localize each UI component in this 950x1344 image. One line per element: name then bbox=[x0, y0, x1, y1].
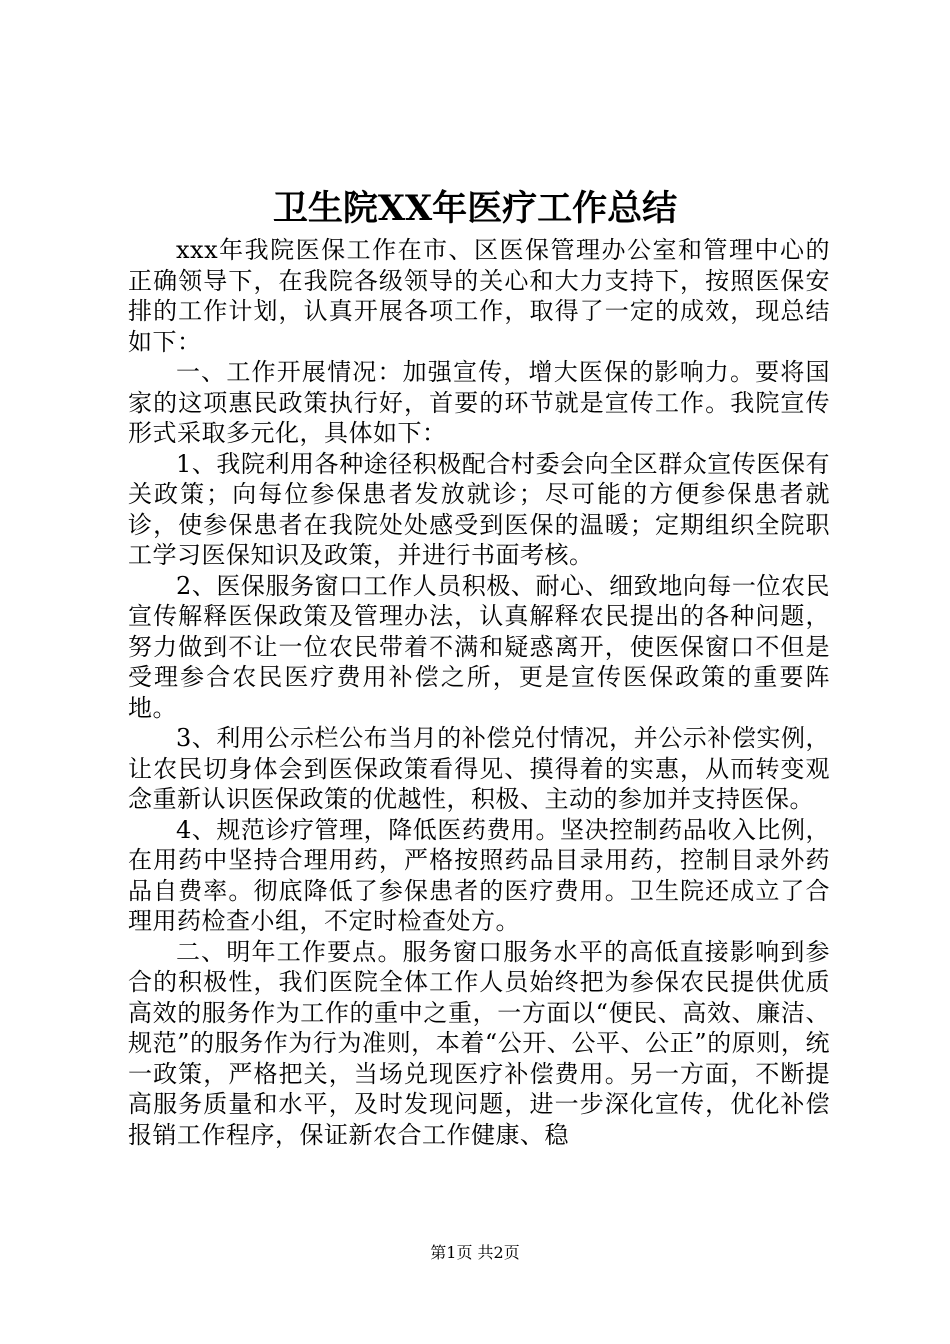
paragraph-item-4: 4、规范诊疗管理，降低医药费用。坚决控制药品收入比例，在用药中坚持合理用药，严格按照药品目录用药，控制目录外药品自费率。彻底降低了参保患者的医疗费用。卫生院还成立了合理用药检查小组，不定时检查处方。 bbox=[128, 815, 830, 935]
paragraph-section-one: 一、工作开展情况：加强宣传，增大医保的影响力。要将国家的这项惠民政策执行好，首要的环节就是宣传工作。我院宣传形式采取多元化，具体如下： bbox=[128, 358, 830, 447]
document-body bbox=[128, 235, 830, 1150]
paragraph-section-two: 二、明年工作要点。服务窗口服务水平的高低直接影响到参合的积极性，我们医院全体工作人员始终把为参保农民提供优质高效的服务作为工作的重中之重，一方面以“便民、高效、廉洁、规范”的服务作为行为准则，本着“公开、公平、公正”的原则，统一政策，严格把关，当场兑现医疗补偿费用。另一方面，不断提高服务质量和水平，及时发现问题，进一步深化宣传，优化补偿报销工作程序，保证新农合工作健康、稳 bbox=[128, 937, 830, 1149]
page-footer: 第1页 共2页 bbox=[430, 1243, 520, 1262]
paragraph-intro: xxx年我院医保工作在市、区医保管理办公室和管理中心的正确领导下，在我院各级领导的关心和大力支持下，按照医保安排的工作计划，认真开展各项工作，取得了一定的成效，现总结如下： bbox=[128, 236, 830, 356]
paragraph-item-3: 3、利用公示栏公布当月的补偿兑付情况，并公示补偿实例，让农民切身体会到医保政策看得见、摸得着的实惠，从而转变观念重新认识医保政策的优越性，积极、主动的参加并支持医保。 bbox=[128, 724, 830, 813]
paragraph-item-2: 2、医保服务窗口工作人员积极、耐心、细致地向每一位农民宣传解释医保政策及管理办法，认真解释农民提出的各种问题，努力做到不让一位农民带着不满和疑惑离开，使医保窗口不但是受理参合农民医疗费用补偿之所，更是宣传医保政策的重要阵地。 bbox=[128, 571, 830, 722]
document-title: 卫生院XX年医疗工作总结 bbox=[272, 188, 678, 229]
paragraph-item-1: 1、我院利用各种途径积极配合村委会向全区群众宣传医保有关政策；向每位参保患者发放就诊；尽可能的方便参保患者就诊，使参保患者在我院处处感受到医保的温暖；定期组织全院职工学习医保知识及政策，并进行书面考核。 bbox=[128, 449, 830, 569]
